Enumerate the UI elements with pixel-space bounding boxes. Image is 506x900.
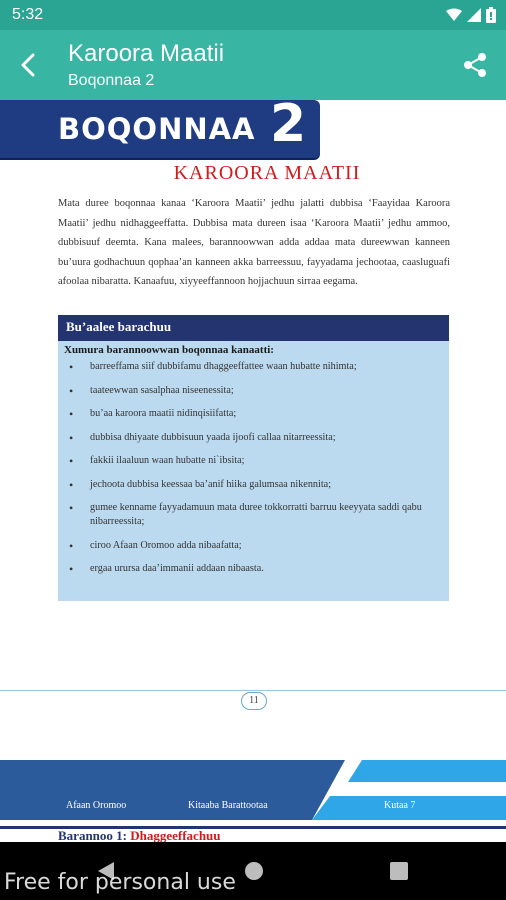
list-item: • bu’aa karoora maatii nidinqisiifatta; bbox=[64, 407, 443, 421]
nav-recent-square-icon bbox=[390, 862, 408, 880]
watermark-text: Free for personal use bbox=[4, 870, 236, 895]
page-footer bbox=[0, 758, 506, 820]
app-subtitle: Boqonnaa 2 bbox=[68, 72, 155, 89]
wifi-icon bbox=[446, 8, 462, 22]
next-section-number: Barannoo 1: bbox=[58, 828, 127, 842]
status-bar bbox=[0, 0, 506, 30]
chapter-title: KAROORA MAATII bbox=[173, 162, 361, 184]
outcomes-header: Bu’aalee barachuu bbox=[58, 315, 449, 341]
app-bar bbox=[0, 30, 506, 100]
intro-paragraph: Mata duree boqonnaa kanaa ‘Karoora Maatii’ jedhu jalatti dubbisa ‘Faayidaa Karoora Maatii’ jedhu nidhaggeeffatta. Dubbisa mata dureen isaa ‘Karoora Maatii’ jedhu ammoo, dubbisuuf deemta. Kana malees, barannoowwan adda addaa mata dureewwan kanneen bu’uura godhachuun qophaa’an kanneen akka barreessuu, fayyadama jechootaa, caasluguafi afoolaa nibaratta. Kanaafuu, xiyyeeffannoon hojjachuun sirraa eegama. bbox=[58, 198, 450, 288]
page-number: 11 bbox=[241, 692, 267, 710]
outcomes-subheading: Xumura barannoowwan boqonnaa kanaatti: bbox=[64, 344, 274, 356]
battery-icon bbox=[486, 7, 496, 23]
status-time: 5:32 bbox=[12, 6, 44, 23]
learning-outcomes-box bbox=[58, 315, 449, 601]
book-page[interactable] bbox=[0, 100, 506, 842]
list-item: • fakkii ilaaluun waan hubatte ni`ibsita; bbox=[64, 454, 443, 468]
list-item: • dubbisa dhiyaate dubbisuun yaada ijoofi callaa nitarreessita; bbox=[64, 431, 443, 445]
chapter-number: 2 bbox=[270, 100, 307, 154]
chapter-word: BOQONNAA bbox=[58, 112, 256, 146]
app-title: Karoora Maatii bbox=[68, 40, 225, 67]
next-section-title: Dhaggeeffachuu bbox=[130, 828, 221, 842]
signal-icon bbox=[467, 8, 481, 22]
list-item: • ergaa urursa daa’immanii addaan nibaasta. bbox=[64, 562, 443, 576]
footer-subject: Afaan Oromoo bbox=[66, 800, 127, 811]
share-button[interactable] bbox=[462, 52, 488, 78]
next-section-heading bbox=[0, 826, 506, 842]
status-icons bbox=[446, 7, 496, 23]
back-button[interactable] bbox=[14, 50, 44, 80]
share-icon bbox=[462, 52, 488, 78]
footer-grade: Kutaa 7 bbox=[384, 800, 416, 811]
list-item: • ciroo Afaan Oromoo adda nibaafatta; bbox=[64, 539, 443, 553]
list-item: • barreeffama siif dubbifamu dhaggeeffattee waan hubatte nihimta; bbox=[64, 360, 443, 374]
list-item: • gumee kenname fayyadamuun mata duree tokkorratti barruu keeyyata saddi qabu nibarreessita; bbox=[64, 501, 443, 529]
nav-recent-button[interactable] bbox=[390, 862, 408, 885]
page-divider bbox=[0, 690, 506, 691]
footer-book: Kitaaba Barattootaa bbox=[188, 800, 268, 811]
nav-home-circle-icon bbox=[243, 860, 265, 882]
next-section-label bbox=[58, 828, 221, 842]
nav-home-button[interactable] bbox=[243, 860, 265, 887]
outcomes-list bbox=[58, 356, 449, 576]
chapter-banner bbox=[0, 100, 320, 158]
list-item: • taateewwan sasalphaa niseenessita; bbox=[64, 384, 443, 398]
list-item: • jechoota dubbisa keessaa ba’anif hiika galumsaa nikennita; bbox=[64, 478, 443, 492]
arrow-back-icon bbox=[14, 50, 44, 80]
